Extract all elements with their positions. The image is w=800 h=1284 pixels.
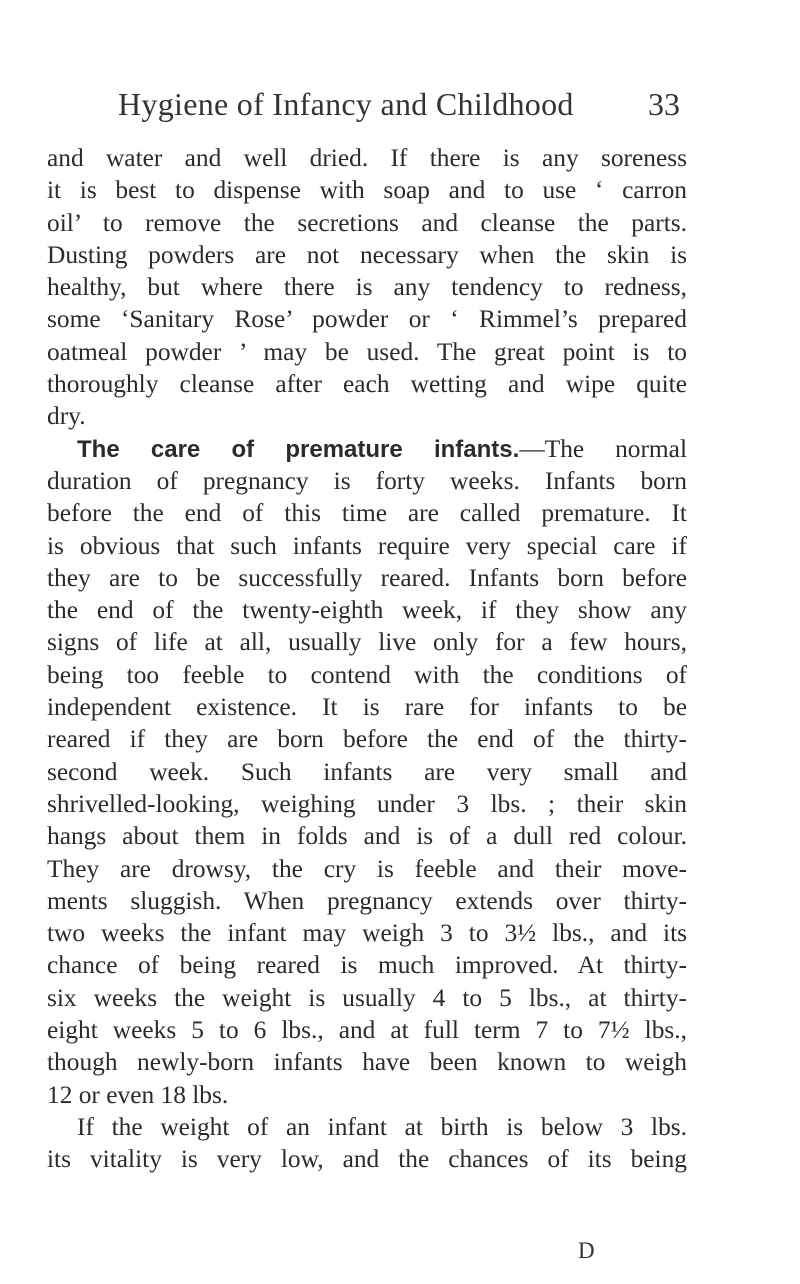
text-line: and water and well dried. If there is any soreness xyxy=(47,144,687,172)
text-line: second week. Such infants are very small and xyxy=(47,757,687,786)
text-line: ments sluggish. When pregnancy extends over thirty- xyxy=(47,886,687,915)
text-line: it is best to dispense with soap and to use ‘ carron xyxy=(47,176,687,205)
section-side-heading: The care of premature infants. xyxy=(77,435,520,463)
text-line: duration of pregnancy is forty weeks. Infants born xyxy=(47,466,687,495)
text-line: they are to be successfully reared. Infants born before xyxy=(47,563,687,592)
running-head xyxy=(118,86,680,126)
text-line: reared if they are born before the end of the thirty- xyxy=(47,725,687,754)
text-line: hangs about them in folds and is of a dull red colour. xyxy=(47,822,687,851)
paragraph-birth-weight xyxy=(47,1111,687,1176)
text-fragment: —The normal xyxy=(519,434,687,463)
signature-mark: D xyxy=(578,1238,595,1263)
text-line: thoroughly cleanse after each wetting and wipe quite xyxy=(47,370,687,399)
body-text xyxy=(47,142,687,1176)
text-line: oatmeal powder ’ may be used. The great point is to xyxy=(47,337,687,366)
text-line: healthy, but where there is any tendency to redness, xyxy=(47,273,687,302)
text-line: oil’ to remove the secretions and cleanse the parts. xyxy=(47,208,687,237)
paragraph-skin-care xyxy=(47,142,687,433)
text-line: its vitality is very low, and the chances of its being xyxy=(47,1145,687,1174)
text-line: If the weight of an infant at birth is below 3 lbs. xyxy=(77,1112,687,1141)
text-line: is obvious that such infants require very special care if xyxy=(47,531,687,560)
text-line: chance of being reared is much improved. At thirty- xyxy=(47,951,687,980)
text-line: two weeks the infant may weigh 3 to 3½ lbs., and its xyxy=(47,919,687,948)
paragraph-first-line xyxy=(47,433,687,465)
paragraph-premature-infants xyxy=(47,433,687,1111)
page-number: 33 xyxy=(648,86,680,122)
text-line: Dusting powders are not necessary when the skin is xyxy=(47,240,687,269)
text-line: 12 or even 18 lbs. xyxy=(47,1080,229,1109)
text-line: being too feeble to contend with the conditions of xyxy=(47,660,687,689)
text-line: some ‘Sanitary Rose’ powder or ‘ Rimmel’s prepared xyxy=(47,305,687,334)
text-line: shrivelled-looking, weighing under 3 lbs. ; their skin xyxy=(47,789,687,818)
text-line: six weeks the weight is usually 4 to 5 lbs., at thirty- xyxy=(47,983,687,1012)
text-line: independent existence. It is rare for infants to be xyxy=(47,693,687,722)
text-line: before the end of this time are called premature. It xyxy=(47,499,687,528)
text-line: dry. xyxy=(47,402,86,431)
text-line: the end of the twenty-eighth week, if they show any xyxy=(47,596,687,625)
text-line: signs of life at all, usually live only for a few hours, xyxy=(47,628,687,657)
text-line: though newly-born infants have been known to weigh xyxy=(47,1048,687,1077)
text-line: They are drowsy, the cry is feeble and their move- xyxy=(47,854,687,883)
text-line: eight weeks 5 to 6 lbs., and at full term 7 to 7½ lbs., xyxy=(47,1016,687,1045)
running-title: Hygiene of Infancy and Childhood xyxy=(118,86,574,122)
